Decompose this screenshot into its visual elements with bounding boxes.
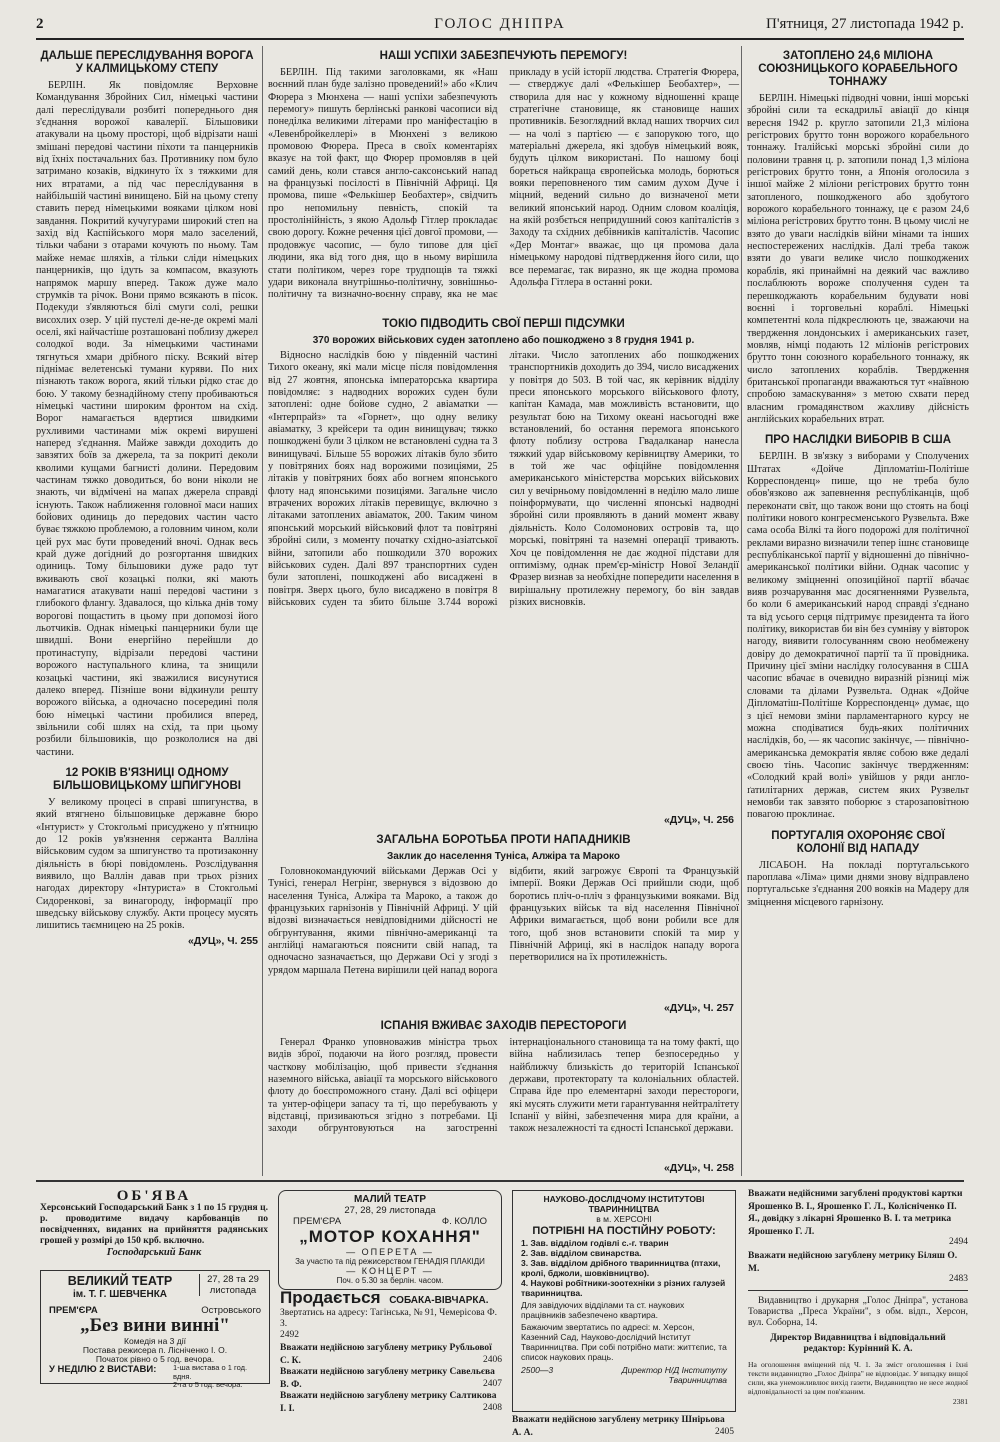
great-theatre-show1: 1-ша вистава о 1 год. вдня. <box>173 1363 248 1381</box>
imprint-code: 2381 <box>952 1397 968 1406</box>
small-theatre-start: Поч. о 5.30 за берлін. часом. <box>336 1276 444 1285</box>
great-theatre-show2: 2-га о 5 год. вечора. <box>173 1380 243 1389</box>
article-body-elections: БЕРЛІН. В зв'язку з виборами у Сполучених Штатах «Дойче Діпломатіш-Політіше Корреспонденц» пише, що не треба було обов'язково аж запевнення республіканців, щоб переконати світ, що також вони що стоять на боці політики нового конгресменського Рузвельта. Вже сама особа Вілкі та його подорожі для політичної реклами виразно визначили тепер ішнє становище республіканської партії у відношенні до північно-американської політики війни. Однак часопис у великому зміцненні опозиційної партії вбачає вияв розчарування мас досягненнями Рузвельта, бо коли 6 американський народ справді з'єднано та від усього серця підтримує президента та його політику, використав би він без сумніву у вівторок нагоду, виявити голосуванням свою необмежену довіру до демократичної партії та її провідника. Причину цієї зміни наслідку голосування в США часопис вбачає в очевидно виразній різниці між словами та ділами Рузвельта. Однак «Дойче Діпломатіш-Політіше Корреспонденц» думає, що з цієї немови зміни парламентарного курсу не можна сподіватися будь-яких політичних наслідків, бо, — як часопис закінчує, — північно-американська демократія являє собою вже дедалі своєю тінь. Часопис закінчує твердженням: «Солодкий край волі» увійшов у ряди англо-ґатилітарних держав, систем яких Рузвельт немовби так завзято поборює з старозаповітною повагою проклинає. <box>747 451 969 821</box>
article-title-tonnage: ЗАТОПЛЕНО 24,6 МІЛІОНА СОЮЗНИЦЬКОГО КОРАБЕЛЬНОГО ТОННАЖУ <box>758 50 958 88</box>
list-item: Вважати недійсною загублену метрику Рубльової С. К. 2406 <box>280 1343 502 1366</box>
article-subtitle-tokyo: 370 ворожих військових суден затоплено або пошкоджено з 8 грудня 1941 р. <box>312 335 695 346</box>
list-item: Вважати недійсною загублену метрику Савельєва В. Ф. 2407 <box>280 1367 502 1390</box>
great-theatre-genre: Комедія на 3 дії <box>124 1336 186 1346</box>
article-title-kalmyk: ДАЛЬШЕ ПЕРЕСЛІДУВАННЯ ВОРОГА У КАЛМИЦЬКОМУ СТЕПУ <box>40 50 254 75</box>
institute-signature: Директор Н/Д Інституту Тваринництва <box>621 1365 727 1385</box>
small-theatre-dates: 27, 28, 29 листопада <box>344 1205 436 1216</box>
issue-date: П'ятниця, 27 листопада 1942 р. <box>766 16 964 32</box>
article-title-successes: НАШІ УСПІХИ ЗАБЕЗПЕЧУЮТЬ ПЕРЕМОГУ! <box>379 50 628 62</box>
page-header <box>36 14 964 40</box>
article-tokyo <box>268 316 739 826</box>
list-item: 3. Зав. відділом дрібного тваринництва (птахи, кролі, бджоли, шовківництво). <box>521 1258 721 1278</box>
imprint-divider <box>748 1290 968 1291</box>
great-theatre-name: ВЕЛИКИЙ ТЕАТР <box>67 1274 173 1288</box>
great-theatre-author: Островського <box>201 1305 261 1316</box>
article-struggle <box>268 832 739 1012</box>
article-title-spain: ІСПАНІЯ ВЖИВАЄ ЗАХОДІВ ПЕРЕСТОРОГИ <box>380 1020 627 1032</box>
ad-small-theatre <box>278 1190 502 1290</box>
small-theatre-play: „МОТОР КОХАННЯ" <box>299 1227 481 1246</box>
great-theatre-play: „Без вини винні" <box>80 1315 230 1336</box>
article-signature: «ДУЦ», Ч. 255 <box>187 934 258 947</box>
article-title-portugal: ПОРТУГАЛІЯ ОХОРОНЯЄ СВОЇ КОЛОНІЇ ВІД НАПАДУ <box>771 829 945 855</box>
small-theatre-genre: — ОПЕРЕТА — <box>346 1247 434 1257</box>
column-4 <box>747 48 969 1176</box>
institute-city: в м. ХЕРСОНІ <box>596 1214 652 1224</box>
article-body-kalmyk: БЕРЛІН. Як повідомляє Верховне Командування Збройних Сил, німецькі частини далі переслідували розбиті попереднього дня з'єднання ворожої кавалерії. Більшовики атакували на цьому просторі, щоб відрізати наші змішані передові частини піхоти та панцерників від їхніх постачальних баз. Противнику пом було затримано козаків, відкинуто їх з тяжкими для них втратами, а під час переслідування в найбільшій частині винищено. Бій на цьому степу ставить перед німецькими вояками цілком нові завдання. Покритий кучугурами широкий степ на захід від Каспійського моря мало заселений, тільки чабани з отарами кочують по ньому. Там майже немає шляхів, а тільки сліди німецьких панцерників, що ідуть за компасом, вказують напрямок маршу вперед. Також дуже мало струмків та річок. Вони прямо всякають в пісок. Подекуди з'являються білі смуги солі, решки висохлих озер. У цій пустелі де-не-де окремі малі оселі, які найчастіше розташовані поблизу джерел солодкої води. За німецькими частинами тягнуться хмари дрібного піску. Всякий вітер піднімає велетенські тумани куряви. По них пізнають також ворога, який тільки рідко стає до бою. У такому безнадійному степу пробиваються німецькі частини широким фронтом на схід. Ворог намагається вдертися швидкими рухливими частинами між окремі вирушені наперед з'єднання. Майже завжди доходить до завзятих боїв за джерела, та за покриті деколи кволими кущами багнисті долини. Передовим частинам тяжко доводиться, бо вони ніколи не знають, чи відмічені на мапах джерела справді існують. Також наближення головної маси наших бойових одиниць до передових частин часто буває тяжкою проблемою, а головним чином, коли цей рух мас бути проведений вночі. Однак весь край дуже догідний до розгортання швидких одиниць. Тому більшовики дуже радо тут вживають свої козацькі полки, які мають намагатися атакувати наші передові частини з глибокого флангу. Здавалося, що кілька днів тому ворогові пощастить в цьому при допомозі його льотчиків. Однак німецькі панцерники були ще швидші. Вони енергійно перейшли до протинаступу, відрізали передові частини ворожого наступального клина, та знищили козацькі частини, які зважилися висунутися далеко вперед. Пізніше вони відкинули решту ворожого війська, а одночасно посередині поля бою німецькі частини пробилися вперед, звільнили собі шлях на схід, та при цьому розбили більшовиків, що розкололися на дві частини. <box>36 80 258 758</box>
article-title-tokyo: ТОКІО ПІДВОДИТЬ СВОЇ ПЕРШІ ПІДСУМКИ <box>382 318 625 330</box>
institute-contact: Бажаючим звертатись по адресі: м. Херсон, Казенний Сад, Науково-дослідчий Інститут Тваринництва. При собі потрібно мати: життєпис, та список наукових праць. <box>521 1322 727 1362</box>
article-title-prison: 12 РОКІВ В'ЯЗНИЦІ ОДНОМУ БІЛЬШОВИЦЬКОМУ ШПИГУНОВІ <box>53 766 241 792</box>
ads-divider <box>36 1180 964 1182</box>
article-body-prison: У великому процесі в справі шпигунства, в який втягнено більшовицьке державне бюро «Інтурист» у Стокгольмі присуджено у п'ятницю до 12 років ув'язнення сержанта Валліна військовим судом за шпигунство та протизаконну діяльність в бюрі повідомлень. Розслідування виявило, що Валлін давав при трьох різних нагодах директору «Інтуриста» в Стокгольмі Сидоренкові, за винагороду, інформації про шведську військову службу. Акти процесу мусять лишитись таємницею на 25 років. <box>36 796 258 932</box>
imprint <box>748 1296 968 1436</box>
article-body-spain: Генерал Франко уповноважив міністра трьох видів зброї, подаючи на його розгляд, провести часткову мобілізацію, щоб привести з'єднання наземного війська, авіації та морського військового флоту до боєспроможного стану. Далі всі офіцери та унтер-офіцери запасу та ті, що перебувають у відставці, призиваються згідно з потребами. Ці заходи обгрунтовуються на загостренні інтернаціонального становища та на тому факті, що війна наблизилась тепер безпосередньо у найближчу близькість до територій Іспанської держави, протекторату та колоніальних областей. Справа йде про елементарні заходи перестороги, які мусять служити мети гарантування нейтралітету Іспанії у війні, забезпечення мира для країни, а також незалежності та єдності Іспанської держави. <box>268 1037 739 1135</box>
great-theatre-director: Постава режисера п. Лісніченко І. О. <box>82 1345 228 1355</box>
great-theatre-sunday: У НЕДІЛЮ 2 ВИСТАВИ: <box>49 1364 157 1375</box>
ad-dog-address: Звертатись на адресу: Тагінська, № 91, Чемерісова Ф. З. <box>280 1307 497 1329</box>
article-body-tokyo: Відносно наслідків бою у південній частині Тихого океану, які мали місце після повідомлення від 27 жовтня, японська імператорська квартира повідомляє: з надводних ворожих суден були затоплені: одне бойове судно, 2 авіаматки — «Інтерпрайз» та «Горнет», що одну велику авіаматку, 3 крейсери та один винищувач; тяжко пошкоджені були 3 цілком не встановлені судна та 3 винищувачі. Більше 55 ворожих літаків було збито у повітряних боях над ворожими позиціями, 25 літаків у повітряних боях або вогнем японського флоту над японськими позиціями. Загальне число втрачених ворожих літаків перевищує, включно з літаками затоплених авіаматок, 200. Таким чином японський морський військовий флот та повітряні збройні сили, з моменту початку східно-азіатської війни, затопили або пошкодили 370 ворожих військових суден. Далі 897 транспортних суден були затоплені, пошкоджені або висаджені в повітря. Зверх цього, було висаджено в повітря 8 військових суден та збито більше 3.744 ворожі літаки. Число затоплених або пошкоджених транспортників доходить до 394, число висаджених у повітря до 503. В той час, як керівник відділу преси японського морського військового флоту, капітан Камада, мав можливість встановити, що результат бою на Тихому океані насьогодні вже встановлений, бо остання перемога японського флоту поблизу острова Гвадалканар нанесла тяжкий удар військовому керівництву Америки, то в той же час офіційне повідомлення американського міністерства морських військових сил у вечірньому повідомленні в неділю мало лише поінформувати, що численні японські надводні збройні сили проявляють в даний момент жваву діяльність. Коло Соломонових островів та, що морські, повітряні та наземні операції тривають. Хоч це повідомлення не дає жодної підстави для оптимізму, однак прем'єр-міністр Нової Зеландії Фразер визнав за необхідне попередити населення в вирішальну протилежну перемогу, бо він завдав різких висновків. <box>268 350 739 608</box>
newspaper-title: ГОЛОС ДНІПРА <box>434 16 566 32</box>
article-body-successes: БЕРЛІН. Під такими заголовками, як «Наш воєнний план буде залізно проведений!» або «Клич Фюрера з Мюнхена — наші успіхи забезпечують перемогу» пишуть берлінські ранкові часописи від понеділка великими літерами про маніфестацію в «Левенбройкеллері» в Мюнхені з великою промовою Фюрера. Преса в своїх коментаріях вказує на той факт, що Фюрер промовляв в цей самий день, коли стався англо-саксонський напад на французькі посілості в Північній Африці. Ця промова, пише «Фелькішер Беобахтер», свідчить про непомильну певність, спокій та простолінійність, з якою Адольф Гітлер прокладає свою дорогу. Кожне речення цієї довгої промови, — продовжує часопис, — було типове для цієї людини, яка від того дня, що в ньому вирішила стати політиком, через горе трудпощів та тяжкі удари виконала внутрішньо-політичну, зовнішньо-політичну та визначно-воєнну справу, яка не має прикладу в усій історії людства. Стратегія Фюрера, — стверджує далі «Фелькішер Беобахтер», — створила для нас у кожному відношенні краще стратегічне становище, як становище наших противників. Безоглядний вклад наших творчих сил — на чолі з партією — є запорукою того, що матеріальні джерела, які здобув німецький вояк, будуть цілком використані. По нашому боці бореться найкраща європейська молодь, борються вояки переповненого тим самим духом Дуче і міцний, ведений сильно до визначеної мети великий японський народ. Одним словом коаліція, на якій розбється непридушний союз капіталістів з Заходу та східних дебівників капіталістів. Часопис «Дер Монтаг» вважає, що ця промова дала німецькому народові підтвердження його сили, що все перемагає, так виразно, як ще жодна промова Адольфа Гітлера в останні роки. <box>268 67 739 301</box>
great-theatre-start: Початок рівно о 5 год. вечора. <box>95 1354 215 1364</box>
ad-dog-title: Продається <box>280 1288 381 1307</box>
institute-header: НАУКОВО-ДОСЛІДЧОМУ ІНСТИТУТОВІ ТВАРИННИЦТВА <box>543 1194 705 1214</box>
ad-dog <box>280 1288 502 1340</box>
imprint-editor: Директор Видавництва і відповідальний редактор: Курінний К. А. <box>770 1333 946 1354</box>
institute-note: Для завідуючих відділами та ст. наукових працівників забезпечено квартира. <box>521 1300 685 1320</box>
great-theatre-dates: 27, 28 та 29 листопада <box>199 1274 266 1296</box>
column-rule <box>262 46 263 1176</box>
great-theatre-name-sub: ім. Т. Г. ШЕВЧЕНКА <box>72 1289 168 1300</box>
list-item: Вважати недійсною загублену метрику Салтикова І. І. 2408 <box>280 1391 502 1414</box>
column-rule <box>741 46 742 1176</box>
article-spain <box>268 1018 739 1158</box>
article-body-portugal: ЛІСАБОН. На покладі португальського пароплава «Ліма» цими днями знову відправлено португальське з'єднання 200 вояків на Мадеру для зміцнення місцевого гарнізону. <box>747 859 969 908</box>
lost-documents-left <box>280 1342 502 1432</box>
article-title-struggle: ЗАГАЛЬНА БОРОТЬБА ПРОТИ НАПАДНИКІВ <box>376 834 631 846</box>
small-theatre-premiere: ПРЕМ'ЄРА <box>293 1216 342 1227</box>
ad-bank-body: Херсонський Господарський Банк з 1 по 15 грудня ц. р. проводитиме видачу карбованців по посвідченнях, виданих на прийняття радянських грошей у розмірі до 150 крб. включно. <box>40 1202 268 1246</box>
imprint-disclaimer: На оголошення вміщений під Ч. 1. За зміст оголошення і їхні тексти видавництво „Голос Дніпра" не відповідає. У випадку вищої сили, яка унеможливлює вихід газети, Видавництво не несе жодної відповідальності за цим пов'язаним. <box>748 1360 968 1396</box>
ad-bank-signature: Господарський Банк <box>106 1246 202 1258</box>
article-signature: «ДУЦ», Ч. 258 <box>663 1162 734 1174</box>
article-signature: «ДУЦ», Ч. 256 <box>663 814 734 826</box>
article-title-elections: ПРО НАСЛІДКИ ВИБОРІВ В США <box>764 434 952 447</box>
article-signature: «ДУЦ», Ч. 257 <box>663 1002 734 1014</box>
small-theatre-participation: За участю та під режисерством ГЕНАДІЯ ПЛАКІДИ <box>295 1257 485 1266</box>
list-item: 2. Зав. відділом свинарства. <box>521 1248 642 1258</box>
small-theatre-name: МАЛИЙ ТЕАТР <box>353 1194 427 1205</box>
list-item: 1. Зав. відділом годівлі с.-г. тварин <box>521 1238 669 1248</box>
page-number: 2 <box>36 16 44 32</box>
article-body-struggle: Головнокомандуючий військами Держав Осі у Тунісі, генерал Негрінг, звернувся з відозвою до населення Туніса, Алжіра та Мароко, а також до французьких гарнізонів у Північній Африці. У цій відозві визначається невідповідними дійсності не обгрунтування, якими північно-американці та англійці намагаються пояснити свій напад, та одночасно зазначається, що Держави Осі у згоді з урядом маршала Петена вирішили цей напад ворога відбити, який загрожує Європі та Французькій імперії. Вояки Держав Осі прийшли сюди, щоб боротись пліч-о-пліч з французькими вояками. Від французьких військ та від населення Північної Африки вимагається, щоб вони робили все для того, щоб знов встановити спокій та мир у Північній Африці, які в наслідок нападу ворога перетворилися на їх протилежність. <box>268 866 739 976</box>
list-item: Вважати недійсною загублену метрику Біляш О. М. 2483 <box>748 1251 968 1284</box>
institute-title: ПОТРІБНІ НА ПОСТІЙНУ РОБОТУ: <box>532 1225 716 1237</box>
article-successes <box>268 48 739 310</box>
great-theatre-premiere: ПРЕМ'ЄРА <box>49 1305 98 1316</box>
ad-bank <box>40 1190 268 1264</box>
list-item: 4. Наукові робітники-зоотехніки з різних галузей тваринництва. <box>521 1278 726 1298</box>
article-body-tonnage: БЕРЛІН. Німецькі підводні човни, інші морські збройні сили та ескадрильї авіації до кінця вересня 1942 р. кругло затопили 21,3 міліона регістрових брутто тонн ворожого корабельного тоннажу. Італійські морські збройні сили до половини травня ц. р. затопили понад 1,3 міліона регістрових брутто тонн, а Японія оголосила з іншої майже 2 міліони регістрових брутто тонн затопленого, пошкодженого або здобутого ворожого корабельного тоннажу, це є разом 24,6 міліона регістрових брутто тонн. В цьому числі не взято до уваги наслідків війни мінами та інших неспостережених наслідків. Далі треба також взяти до уваги велике число пошкоджених кораблів, які принаймні на деякий час важливо послаблюють вороже сполучення суден та перешкоджають корабельним будувати нові воєнні і торговельні кораблі. Німецькі компетентні кола підкреслюють це, зважаючи на твердження лондонських і американських газет, мовляв, німці подають 12 міліонів регістрових брутто тонн союзного корабельного тоннажу, як число затоплених кораблів. Твердження британської пропаганди вважаються тут «наївною спробою замаскування» з метою схвати перед власним громадянством жахливу дійсність англійських корабельних втрат. <box>747 93 969 425</box>
list-item: Вважати недійсними загублені продуктові картки Ярошенко В. І., Ярошенко Г. Л., Колісніченко П. Я., довідку з лікарні Ярошенко В. І. та метрика Ярошенко Г. Л. 2494 <box>748 1189 968 1247</box>
imprint-publisher: Видавництво і друкарня „Голос Дніпра", установа Товариства „Преса України", з обм. відп., Херсон, вул. Соборна, 14. <box>748 1296 968 1328</box>
ad-dog-item: СОБАКА-ВІВЧАРКА. <box>389 1295 489 1306</box>
ad-dog-code: 2492 <box>280 1329 299 1340</box>
small-theatre-author: Ф. КОЛЛО <box>441 1216 487 1227</box>
ad-bank-title: ОБ'ЯВА <box>116 1188 192 1204</box>
article-subtitle-struggle: Заклик до населення Туніса, Алжіра та Мароко <box>387 851 620 862</box>
ad-great-theatre <box>40 1270 270 1389</box>
lost-documents-right <box>748 1188 968 1284</box>
lost-documents-center: Вважати недійсною загублену метрику Шнірьова А. А. 2405 <box>512 1415 734 1438</box>
ad-institute <box>512 1190 736 1412</box>
small-theatre-concert: — КОНЦЕРТ — <box>346 1266 434 1276</box>
institute-code: 2500—3 <box>521 1365 554 1375</box>
column-1 <box>36 48 258 1176</box>
